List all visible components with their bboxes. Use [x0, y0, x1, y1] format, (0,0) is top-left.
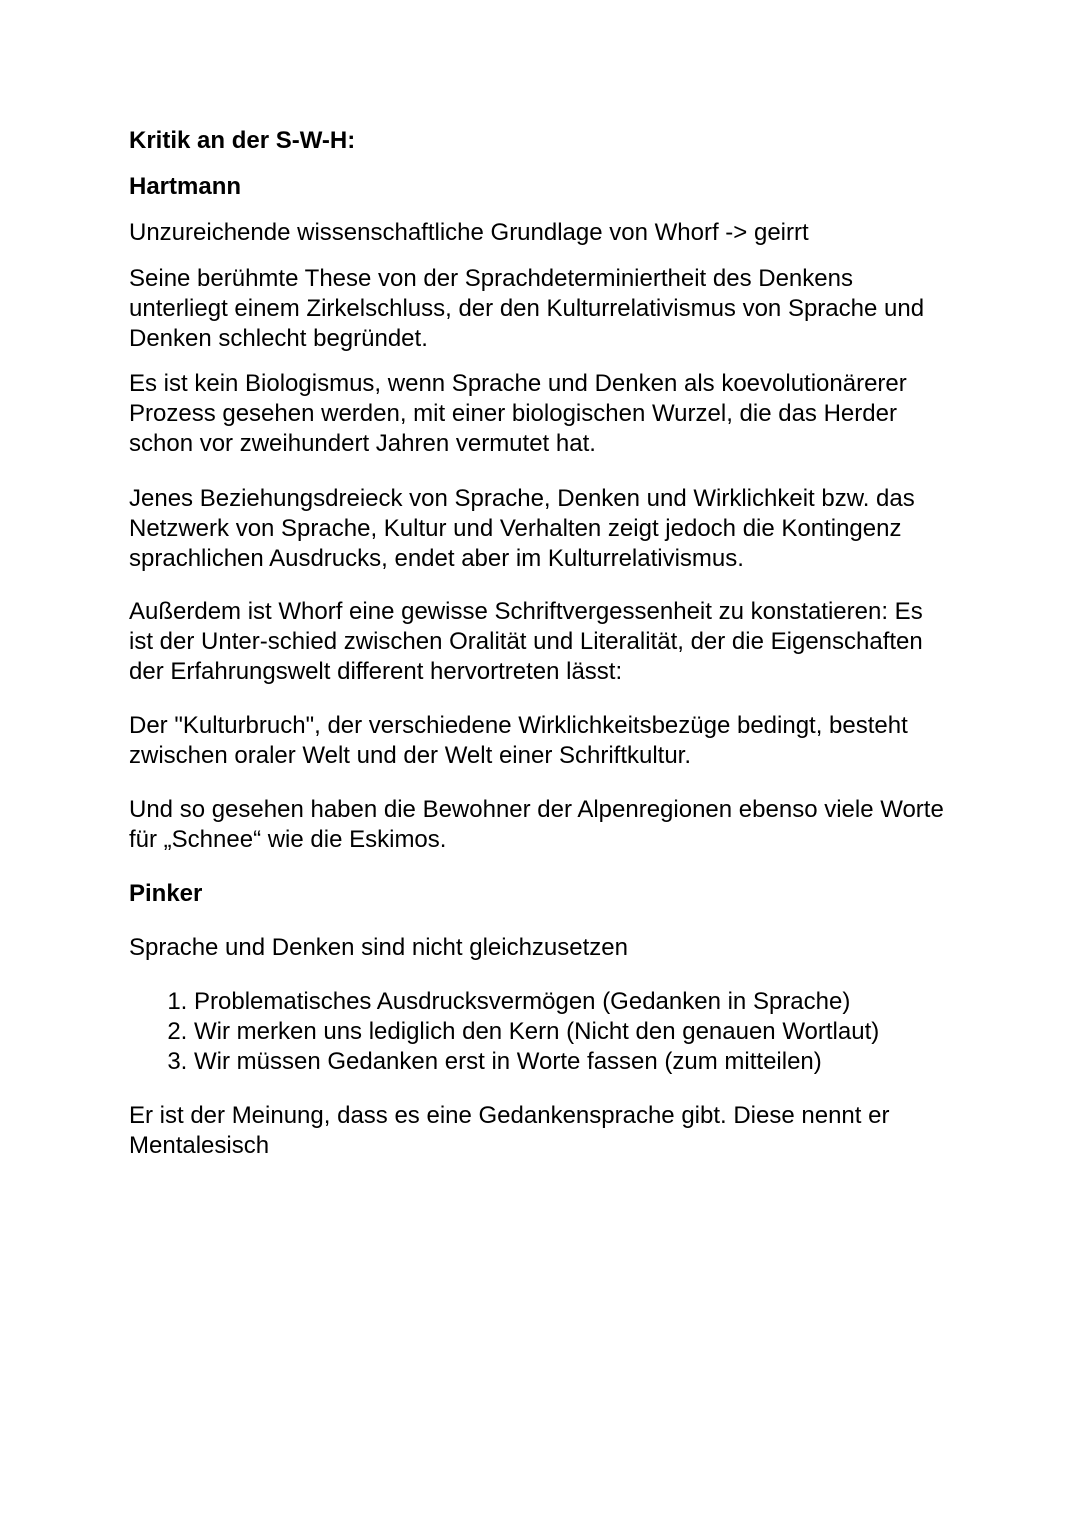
- heading-hartmann: Hartmann: [129, 173, 242, 200]
- hartmann-paragraph-4: Außerdem ist Whorf eine gewisse Schriftvergessenheit zu konstatieren: Es ist der Unter-schied zwischen Oralität und Literalität, der die Eigenschaften der Erfahrungswelt different hervortreten lässt:: [129, 598, 923, 685]
- pinker-conclusion: Er ist der Meinung, dass es eine Gedankensprache gibt. Diese nennt er Mentalesisch: [129, 1102, 890, 1159]
- list-item: 3. Wir müssen Gedanken erst in Worte fassen (zum mitteilen): [194, 1047, 949, 1077]
- hartmann-paragraph-2: Es ist kein Biologismus, wenn Sprache und Denken als koevolutionärerer Prozess gesehen werden, mit einer biologischen Wurzel, die das Herder schon vor zweihundert Jahren vermutet hat.: [129, 370, 907, 457]
- hartmann-paragraph-6: Und so gesehen haben die Bewohner der Alpenregionen ebenso viele Worte für „Schnee“ wie die Eskimos.: [129, 796, 944, 853]
- document-page: [129, 126, 949, 1161]
- hartmann-paragraph-1: Seine berühmte These von der Sprachdeterminiertheit des Denkens unterliegt einem Zirkelschluss, der den Kulturrelativismus von Sprache und Denken schlecht begründet.: [129, 265, 925, 352]
- pinker-list: [129, 987, 949, 1077]
- heading-pinker: Pinker: [129, 880, 203, 907]
- list-item: 2. Wir merken uns lediglich den Kern (Nicht den genauen Wortlaut): [194, 1017, 949, 1047]
- main-heading: Kritik an der S-W-H:: [129, 127, 356, 154]
- pinker-intro: Sprache und Denken sind nicht gleichzusetzen: [129, 934, 628, 961]
- hartmann-paragraph-5: Der "Kulturbruch", der verschiedene Wirklichkeitsbezüge bedingt, besteht zwischen oraler Welt und der Welt einer Schriftkultur.: [129, 712, 908, 769]
- hartmann-intro: Unzureichende wissenschaftliche Grundlage von Whorf -> geirrt: [129, 219, 809, 246]
- hartmann-paragraph-3: Jenes Beziehungsdreieck von Sprache, Denken und Wirklichkeit bzw. das Netzwerk von Sprache, Kultur und Verhalten zeigt jedoch die Kontingenz sprachlichen Ausdrucks, endet aber im Kulturrelativismus.: [129, 485, 915, 572]
- list-item: 1. Problematisches Ausdrucksvermögen (Gedanken in Sprache): [194, 987, 949, 1017]
